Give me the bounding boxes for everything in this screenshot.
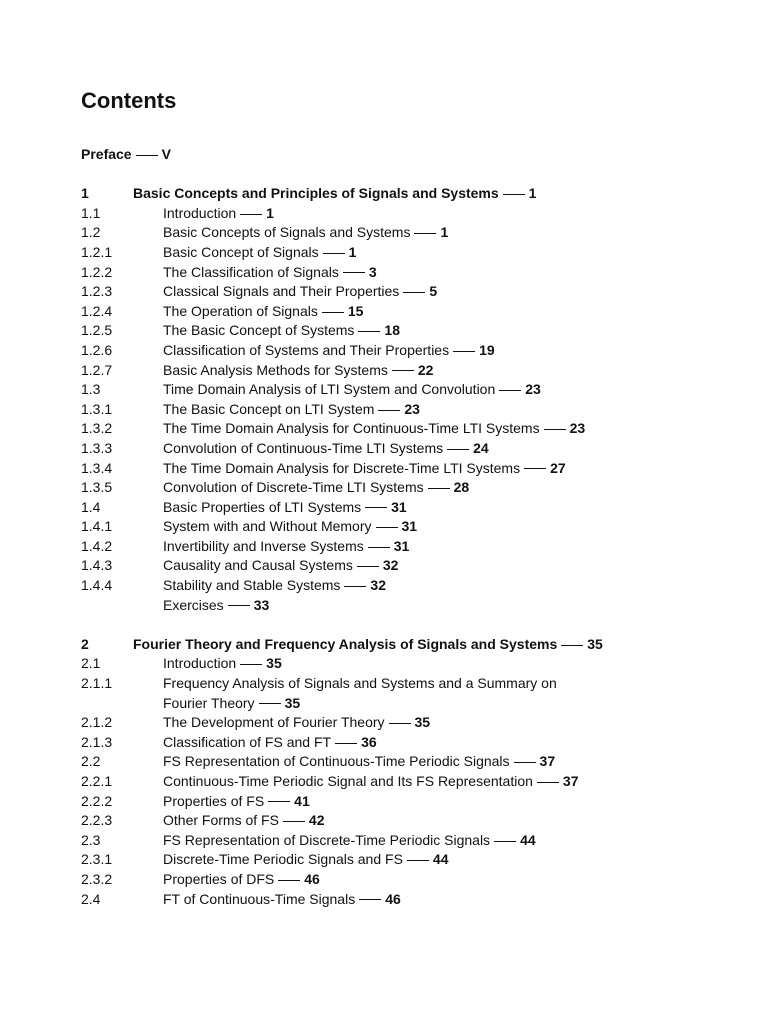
entry-title: The Classification of Signals: [163, 263, 339, 280]
toc-entry[interactable]: [81, 576, 721, 596]
entry-number: 1.2: [81, 224, 101, 241]
entry-number: 1.4.3: [81, 557, 113, 574]
entry-number: 2.1: [81, 655, 101, 672]
entry-title: Classification of FS and FT: [163, 733, 332, 750]
toc-entry[interactable]: [81, 321, 721, 341]
leader-dash: [268, 801, 290, 802]
leader-dash: [447, 449, 469, 450]
entry-number: 2.2.3: [81, 812, 113, 829]
entry-page: 35: [414, 714, 431, 731]
leader-dash: [343, 272, 365, 273]
toc-entry[interactable]: [81, 478, 721, 498]
entry-page: 24: [473, 439, 489, 456]
entry-title-wrap: [163, 576, 721, 596]
entry-title: Basic Properties of LTI Systems: [163, 498, 362, 515]
entry-page: 31: [391, 498, 407, 515]
toc-entry[interactable]: [81, 556, 721, 576]
entry-title-wrap: [163, 282, 721, 302]
chapter-page: 1: [528, 185, 537, 202]
leader-dash: [228, 605, 250, 606]
entry-page: 31: [401, 518, 418, 535]
entry-page: 3: [368, 263, 377, 280]
entry-title: Introduction: [163, 655, 237, 672]
entry-number: 2.2.1: [81, 773, 113, 789]
entry-title: Causality and Causal Systems: [163, 557, 353, 574]
toc-entry[interactable]: [81, 674, 721, 694]
page-title: Contents: [81, 88, 177, 113]
toc-entry[interactable]: [81, 459, 721, 479]
entry-title-wrap: [163, 243, 721, 263]
entry-title-wrap: [163, 321, 721, 341]
entry-title-wrap: [163, 654, 721, 674]
entry-title-wrap: [163, 361, 721, 381]
toc-entry[interactable]: [81, 792, 721, 812]
entry-title-wrap: [163, 674, 721, 694]
entry-number: 1.3.2: [81, 420, 113, 437]
toc-entry[interactable]: [81, 400, 721, 420]
toc-entry[interactable]: [81, 419, 721, 439]
leader-dash: [494, 841, 516, 842]
entry-title-wrap: [163, 498, 721, 518]
entry-title-wrap: [163, 204, 721, 224]
entry-title-wrap: [163, 439, 721, 459]
entry-page: 15: [347, 302, 364, 319]
entry-number: 1.2.2: [81, 263, 113, 280]
toc-entry[interactable]: [81, 243, 721, 263]
entry-page: 31: [393, 537, 410, 554]
toc-entry[interactable]: [81, 380, 721, 400]
entry-page: 1: [266, 204, 274, 221]
toc-entry[interactable]: [81, 439, 721, 459]
entry-title: The Time Domain Analysis for Discrete-Time LTI Systems: [163, 459, 521, 476]
entry-number: 1.2.7: [81, 361, 113, 378]
toc-entry[interactable]: [81, 831, 721, 851]
toc-entry[interactable]: [81, 263, 721, 283]
leader-dash: [278, 880, 300, 881]
entry-title-wrap: [163, 596, 721, 616]
entry-number: 1.2.1: [81, 243, 113, 260]
entry-number: 2.1.1: [81, 675, 113, 692]
entry-title: Exercises: [163, 596, 224, 613]
entry-number: 1.3.1: [81, 400, 113, 417]
leader-dash: [503, 194, 525, 195]
entry-page: 44: [432, 851, 449, 868]
leader-dash: [537, 782, 559, 783]
entry-page: 35: [266, 655, 282, 672]
leader-dash: [365, 507, 387, 508]
entry-title: Basic Concept of Signals: [163, 243, 319, 260]
entry-title-wrap: [163, 831, 721, 851]
leader-dash: [453, 351, 475, 352]
entry-title-wrap: [163, 556, 721, 576]
toc-entry[interactable]: [81, 890, 721, 910]
entry-page: 23: [404, 400, 420, 417]
toc-entry[interactable]: [81, 517, 721, 537]
entry-title-wrap: [163, 459, 721, 479]
entry-number: 1.3: [81, 381, 101, 398]
entry-page: 19: [479, 341, 495, 358]
chapter-title-wrap: [133, 184, 721, 204]
entry-title-wrap: [163, 733, 721, 753]
entry-number: 1.3.5: [81, 479, 113, 496]
leader-dash: [414, 233, 436, 234]
entry-page: 37: [539, 753, 556, 770]
spacer: [81, 165, 721, 185]
entry-title: The Time Domain Analysis for Continuous-Time LTI Systems: [163, 420, 540, 437]
chapter-title: Fourier Theory and Frequency Analysis of Signals and Systems: [133, 635, 558, 652]
table-of-contents: [81, 145, 721, 909]
entry-title: Basic Concepts of Signals and Systems: [163, 224, 411, 241]
entry-page: 32: [382, 557, 399, 574]
entry-title-wrap: [163, 713, 721, 733]
entry-number: 2.4: [81, 890, 101, 907]
entry-title: Frequency Analysis of Signals and Systems and a Summary on: [163, 675, 557, 692]
entry-title: Properties of DFS: [163, 870, 275, 887]
entry-page: 46: [385, 890, 401, 907]
entry-number: 2.3: [81, 831, 101, 848]
entry-title: Convolution of Continuous-Time LTI Systems: [163, 439, 444, 456]
toc-entry-continued[interactable]: [81, 694, 721, 714]
entry-page: 23: [525, 381, 541, 398]
toc-entry[interactable]: [81, 811, 721, 831]
entry-number: 1.2.3: [81, 283, 113, 300]
chapter-title-wrap: [133, 635, 721, 655]
toc-entry[interactable]: [81, 713, 721, 733]
leader-dash: [389, 723, 411, 724]
toc-entry[interactable]: [81, 654, 721, 674]
entry-title-wrap: [163, 419, 721, 439]
entry-page: 1: [440, 224, 449, 241]
toc-entry[interactable]: [81, 498, 721, 518]
leader-dash: [378, 410, 400, 411]
entry-number: 2.1.3: [81, 733, 113, 750]
entry-title-wrap: [163, 537, 721, 557]
toc-entry[interactable]: [81, 282, 721, 302]
entry-page: 18: [384, 322, 400, 339]
entry-page: 33: [253, 596, 270, 613]
leader-dash: [428, 488, 450, 489]
entry-number: 1.2.6: [81, 341, 113, 358]
entry-title-wrap: [163, 380, 721, 400]
entry-page: 36: [361, 733, 377, 750]
entry-number: 1.4.1: [81, 518, 113, 535]
leader-dash: [499, 390, 521, 391]
entry-page: 28: [453, 479, 470, 496]
entry-page: 22: [417, 361, 434, 378]
leader-dash: [561, 645, 583, 646]
entry-title: Properties of FS: [163, 792, 265, 809]
entry-title-wrap: [163, 341, 721, 361]
toc-entry[interactable]: [81, 596, 721, 616]
entry-title-wrap: [163, 517, 721, 537]
entry-page: 27: [550, 459, 566, 476]
chapter-title: Basic Concepts and Principles of Signals and Systems: [133, 185, 499, 202]
entry-title: FT of Continuous-Time Signals: [163, 890, 356, 907]
entry-number: 2.1.2: [81, 714, 113, 731]
entry-page: 1: [348, 243, 357, 260]
leader-dash: [283, 821, 305, 822]
entry-title-wrap: [163, 850, 721, 870]
leader-dash: [136, 155, 158, 156]
entry-title-wrap: [163, 792, 721, 812]
leader-dash: [376, 527, 398, 528]
entry-number: 2.2: [81, 753, 101, 770]
leader-dash: [407, 860, 429, 861]
entry-title: Invertibility and Inverse Systems: [163, 537, 364, 554]
entry-number: 2.2.2: [81, 792, 113, 809]
entry-title-wrap: [163, 772, 721, 792]
entry-number: [81, 596, 163, 616]
toc-entry[interactable]: [81, 870, 721, 890]
leader-dash: [359, 899, 381, 900]
entry-number: 2.3.2: [81, 870, 113, 887]
leader-dash: [344, 586, 366, 587]
leader-dash: [240, 664, 262, 665]
toc-preface[interactable]: [81, 145, 721, 165]
entry-number: 1.4: [81, 498, 101, 515]
entry-title: Time Domain Analysis of LTI System and Convolution: [163, 381, 496, 398]
entry-page: 32: [370, 577, 386, 594]
entry-title-wrap: [163, 870, 721, 890]
entry-number: 1.3.3: [81, 439, 113, 456]
entry-number: 1.1: [81, 204, 101, 221]
entry-page: 42: [308, 812, 325, 829]
toc-entry[interactable]: [81, 302, 721, 322]
entry-page: 37: [562, 773, 579, 789]
entry-title-wrap: [163, 811, 721, 831]
entry-title: Discrete-Time Periodic Signals and FS: [163, 851, 403, 868]
entry-page: 46: [304, 870, 320, 887]
leader-dash: [335, 743, 357, 744]
entry-page: 35: [284, 694, 301, 711]
entry-title: FS Representation of Continuous-Time Periodic Signals: [163, 753, 510, 770]
toc-entry[interactable]: [81, 772, 721, 792]
toc-entry[interactable]: [81, 361, 721, 381]
toc-chapter[interactable]: [81, 184, 721, 204]
entry-title: System with and Without Memory: [163, 518, 372, 535]
leader-dash: [322, 312, 344, 313]
toc-entry[interactable]: [81, 733, 721, 753]
spacer: [81, 615, 721, 635]
leader-dash: [368, 547, 390, 548]
entry-title: The Basic Concept on LTI System: [163, 400, 375, 417]
entry-title: Continuous-Time Periodic Signal and Its FS Representation: [163, 773, 533, 789]
leader-dash: [544, 429, 566, 430]
entry-number: 1.2.5: [81, 322, 113, 339]
entry-title: Stability and Stable Systems: [163, 577, 341, 594]
entry-title: Classical Signals and Their Properties: [163, 283, 400, 300]
toc-chapter[interactable]: [81, 635, 721, 655]
chapter-number: 1: [81, 185, 89, 202]
toc-entry[interactable]: [81, 752, 721, 772]
entry-title: Basic Analysis Methods for Systems: [163, 361, 388, 378]
toc-entry[interactable]: [81, 537, 721, 557]
toc-entry[interactable]: [81, 850, 721, 870]
leader-dash: [514, 762, 536, 763]
entry-title: Other Forms of FS: [163, 812, 279, 829]
entry-title: The Operation of Signals: [163, 302, 318, 319]
entry-number: 1.2.4: [81, 302, 113, 319]
leader-dash: [403, 292, 425, 293]
entry-title: The Basic Concept of Systems: [163, 322, 355, 339]
entry-title-wrap: [163, 478, 721, 498]
entry-title-wrap: [163, 890, 721, 910]
entry-number: 1.3.4: [81, 459, 113, 476]
entry-page: 23: [569, 420, 586, 437]
entry-title-wrap: [163, 400, 721, 420]
entry-number: 1.4.2: [81, 537, 113, 554]
entry-number: 1.4.4: [81, 577, 113, 594]
toc-entry[interactable]: [81, 341, 721, 361]
leader-dash: [259, 703, 281, 704]
leader-dash: [392, 370, 414, 371]
chapter-page: 35: [587, 635, 603, 652]
entry-title-wrap: [81, 694, 721, 714]
leader-dash: [323, 253, 345, 254]
entry-title: FS Representation of Discrete-Time Periodic Signals: [163, 831, 491, 848]
entry-page: 44: [520, 831, 536, 848]
toc-entry[interactable]: [81, 204, 721, 224]
leader-dash: [524, 468, 546, 469]
entry-title-continued: Fourier Theory: [163, 694, 255, 711]
preface-page: V: [161, 146, 171, 162]
entry-title: Convolution of Discrete-Time LTI Systems: [163, 479, 424, 496]
toc-entry[interactable]: [81, 223, 721, 243]
entry-title-wrap: [163, 223, 721, 243]
entry-title: Introduction: [163, 204, 237, 221]
entry-number: 2.3.1: [81, 851, 113, 868]
preface-label: Preface: [81, 146, 132, 162]
entry-title-wrap: [163, 752, 721, 772]
entry-page: 5: [429, 283, 438, 300]
entry-title-wrap: [163, 302, 721, 322]
entry-page: 41: [294, 792, 310, 809]
entry-title: The Development of Fourier Theory: [163, 714, 385, 731]
leader-dash: [357, 566, 379, 567]
leader-dash: [240, 214, 262, 215]
leader-dash: [358, 331, 380, 332]
entry-title: Classification of Systems and Their Properties: [163, 341, 450, 358]
chapter-number: 2: [81, 635, 89, 652]
entry-title-wrap: [163, 263, 721, 283]
